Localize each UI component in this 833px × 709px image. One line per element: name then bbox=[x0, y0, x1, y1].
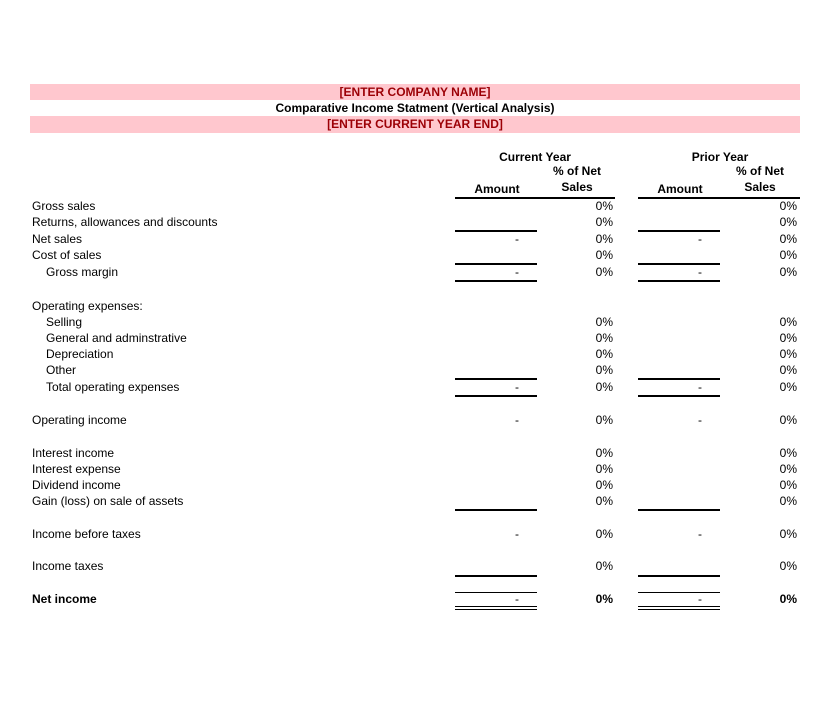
current-pct[interactable]: 0% bbox=[595, 248, 613, 262]
row-depreciation bbox=[0, 346, 833, 362]
row-label: Interest expense bbox=[32, 462, 121, 476]
total-rule bbox=[455, 395, 537, 397]
subtotal-rule bbox=[638, 509, 720, 511]
prior-pct[interactable]: 0% bbox=[779, 527, 797, 541]
prior-pct[interactable]: 0% bbox=[779, 315, 797, 329]
prior-pct[interactable]: 0% bbox=[779, 380, 797, 394]
row-operating-income bbox=[0, 412, 833, 428]
current-pct[interactable]: 0% bbox=[595, 315, 613, 329]
row-interest-expense bbox=[0, 461, 833, 477]
current-pct[interactable]: 0% bbox=[595, 559, 613, 573]
current-pct[interactable]: 0% bbox=[595, 462, 613, 476]
row-label: Dividend income bbox=[32, 478, 121, 492]
prior-amount-header: Amount bbox=[657, 182, 703, 196]
row-label: General and adminstrative bbox=[46, 331, 187, 345]
current-pct[interactable]: 0% bbox=[595, 347, 613, 361]
current-amount[interactable]: - bbox=[515, 380, 519, 394]
current-pct[interactable]: 0% bbox=[595, 380, 613, 394]
prior-amount[interactable]: - bbox=[698, 380, 702, 394]
current-pct-header-line1: % of Net bbox=[553, 164, 601, 178]
row-label: Net sales bbox=[32, 232, 83, 246]
row-label: Gross margin bbox=[46, 265, 119, 279]
row-opex-header bbox=[0, 298, 833, 314]
row-label: Interest income bbox=[32, 446, 115, 460]
prior-pct[interactable]: 0% bbox=[779, 363, 797, 377]
current-amount[interactable]: - bbox=[515, 527, 519, 541]
row-selling bbox=[0, 314, 833, 330]
row-label: Operating income bbox=[32, 413, 127, 427]
prior-pct[interactable]: 0% bbox=[779, 592, 797, 606]
row-label: Income before taxes bbox=[32, 527, 141, 541]
subtotal-rule bbox=[455, 575, 537, 577]
row-label: Net income bbox=[32, 592, 97, 606]
current-pct[interactable]: 0% bbox=[595, 446, 613, 460]
current-amount[interactable]: - bbox=[515, 265, 519, 279]
row-label: Income taxes bbox=[32, 559, 104, 573]
current-amount-header: Amount bbox=[474, 182, 520, 196]
row-income-taxes bbox=[0, 558, 833, 574]
prior-amount[interactable]: - bbox=[698, 413, 702, 427]
prior-pct[interactable]: 0% bbox=[779, 559, 797, 573]
row-label: Cost of sales bbox=[32, 248, 102, 262]
prior-amount[interactable]: - bbox=[698, 265, 702, 279]
current-pct[interactable]: 0% bbox=[595, 331, 613, 345]
row-net-income bbox=[0, 591, 833, 607]
row-label: Selling bbox=[46, 315, 83, 329]
current-pct[interactable]: 0% bbox=[595, 199, 613, 213]
prior-pct[interactable]: 0% bbox=[779, 215, 797, 229]
row-gain-loss bbox=[0, 493, 833, 509]
total-rule bbox=[638, 280, 720, 282]
current-amount[interactable]: - bbox=[515, 413, 519, 427]
double-underline-1 bbox=[455, 606, 537, 607]
row-dividend-income bbox=[0, 477, 833, 493]
prior-pct[interactable]: 0% bbox=[779, 232, 797, 246]
row-cost-of-sales bbox=[0, 247, 833, 263]
prior-pct[interactable]: 0% bbox=[779, 248, 797, 262]
current-pct[interactable]: 0% bbox=[595, 527, 613, 541]
double-underline-2 bbox=[455, 609, 537, 610]
row-general-admin bbox=[0, 330, 833, 346]
prior-pct[interactable]: 0% bbox=[779, 199, 797, 213]
current-pct[interactable]: 0% bbox=[595, 494, 613, 508]
prior-pct-header-line1: % of Net bbox=[736, 164, 784, 178]
row-gross-sales bbox=[0, 198, 833, 214]
prior-pct-header-line2: Sales bbox=[744, 180, 776, 194]
row-label: Depreciation bbox=[46, 347, 114, 361]
row-label: Total operating expenses bbox=[46, 380, 180, 394]
current-pct-header-line2: Sales bbox=[561, 180, 593, 194]
company-name-cell[interactable]: [ENTER COMPANY NAME] bbox=[30, 84, 800, 101]
current-pct[interactable]: 0% bbox=[595, 413, 613, 427]
current-pct[interactable]: 0% bbox=[595, 265, 613, 279]
row-returns bbox=[0, 214, 833, 230]
prior-pct[interactable]: 0% bbox=[779, 265, 797, 279]
row-income-before-taxes bbox=[0, 526, 833, 542]
prior-year-header: Prior Year bbox=[691, 150, 749, 164]
total-rule bbox=[638, 395, 720, 397]
current-pct[interactable]: 0% bbox=[595, 592, 613, 606]
row-label: Returns, allowances and discounts bbox=[32, 215, 218, 229]
double-underline-1 bbox=[638, 606, 720, 607]
subtotal-rule bbox=[455, 509, 537, 511]
prior-pct[interactable]: 0% bbox=[779, 413, 797, 427]
row-label: Other bbox=[46, 363, 77, 377]
statement-title: Comparative Income Statment (Vertical Analysis) bbox=[30, 100, 800, 117]
total-rule bbox=[455, 280, 537, 282]
row-total-opex bbox=[0, 379, 833, 395]
current-pct[interactable]: 0% bbox=[595, 363, 613, 377]
row-net-sales bbox=[0, 231, 833, 247]
section-label: Operating expenses: bbox=[32, 299, 143, 313]
current-pct[interactable]: 0% bbox=[595, 478, 613, 492]
prior-pct[interactable]: 0% bbox=[779, 494, 797, 508]
year-end-cell[interactable]: [ENTER CURRENT YEAR END] bbox=[30, 116, 800, 133]
row-label: Gross sales bbox=[32, 199, 96, 213]
prior-pct[interactable]: 0% bbox=[779, 462, 797, 476]
current-pct[interactable]: 0% bbox=[595, 215, 613, 229]
prior-amount[interactable]: - bbox=[698, 232, 702, 246]
prior-amount[interactable]: - bbox=[698, 527, 702, 541]
prior-pct[interactable]: 0% bbox=[779, 347, 797, 361]
row-other bbox=[0, 362, 833, 378]
prior-pct[interactable]: 0% bbox=[779, 478, 797, 492]
current-amount[interactable]: - bbox=[515, 592, 519, 606]
current-pct[interactable]: 0% bbox=[595, 232, 613, 246]
prior-pct[interactable]: 0% bbox=[779, 446, 797, 460]
row-interest-income bbox=[0, 445, 833, 461]
double-underline-2 bbox=[638, 609, 720, 610]
current-amount[interactable]: - bbox=[515, 232, 519, 246]
prior-pct[interactable]: 0% bbox=[779, 331, 797, 345]
row-gross-margin bbox=[0, 264, 833, 280]
subtotal-rule bbox=[638, 575, 720, 577]
row-label: Gain (loss) on sale of assets bbox=[32, 494, 184, 508]
prior-amount[interactable]: - bbox=[698, 592, 702, 606]
current-year-header: Current Year bbox=[499, 150, 571, 164]
